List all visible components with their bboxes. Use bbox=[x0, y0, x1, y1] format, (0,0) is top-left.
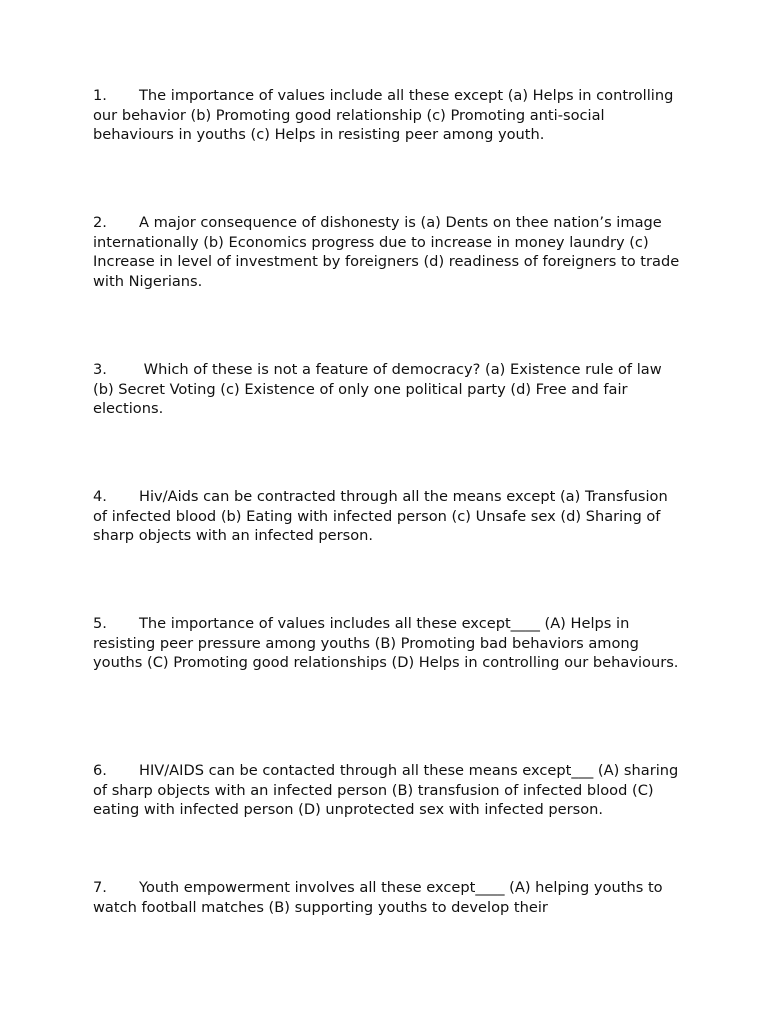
question-5 bbox=[93, 614, 681, 673]
question-number: 3. bbox=[93, 361, 107, 378]
question-number: 5. bbox=[93, 615, 107, 632]
question-4 bbox=[93, 487, 681, 546]
question-7 bbox=[93, 878, 681, 917]
question-text: HIV/AIDS can be contacted through all these means except___ (A) sharing of sharp objects with an infected person (B) transfusion of infected blood (C) eating with infected person (D) unprotected sex with infected person. bbox=[93, 762, 679, 819]
question-number: 6. bbox=[93, 762, 107, 779]
question-2 bbox=[93, 213, 681, 292]
question-text: A major consequence of dishonesty is (a) Dents on thee nation’s image internationally (b) Economics progress due to increase in money laundry (c) Increase in level of investment by foreigners (d) readiness of foreigners to trade with Nigerians. bbox=[93, 214, 680, 291]
question-6 bbox=[93, 761, 681, 820]
question-number: 2. bbox=[93, 214, 107, 231]
question-text: The importance of values includes all these except____ (A) Helps in resisting peer pressure among youths (B) Promoting bad behaviors among youths (C) Promoting good relationships (D) Helps in controlling our behaviours. bbox=[93, 615, 679, 672]
question-3 bbox=[93, 360, 681, 419]
question-1 bbox=[93, 86, 681, 145]
question-text: Youth empowerment involves all these except____ (A) helping youths to watch football matches (B) supporting youths to develop their bbox=[93, 879, 663, 916]
question-text: Hiv/Aids can be contracted through all the means except (a) Transfusion of infected blood (b) Eating with infected person (c) Unsafe sex (d) Sharing of sharp objects with an infected person. bbox=[93, 488, 668, 545]
question-text: Which of these is not a feature of democracy? (a) Existence rule of law (b) Secret Voting (c) Existence of only one political party (d) Free and fair elections. bbox=[93, 361, 662, 418]
question-number: 4. bbox=[93, 488, 107, 505]
question-number: 7. bbox=[93, 879, 107, 896]
question-number: 1. bbox=[93, 87, 107, 104]
question-text: The importance of values include all these except (a) Helps in controlling our behavior (b) Promoting good relationship (c) Promoting anti-social behaviours in youths (c) Helps in resisting peer among youth. bbox=[93, 87, 674, 144]
